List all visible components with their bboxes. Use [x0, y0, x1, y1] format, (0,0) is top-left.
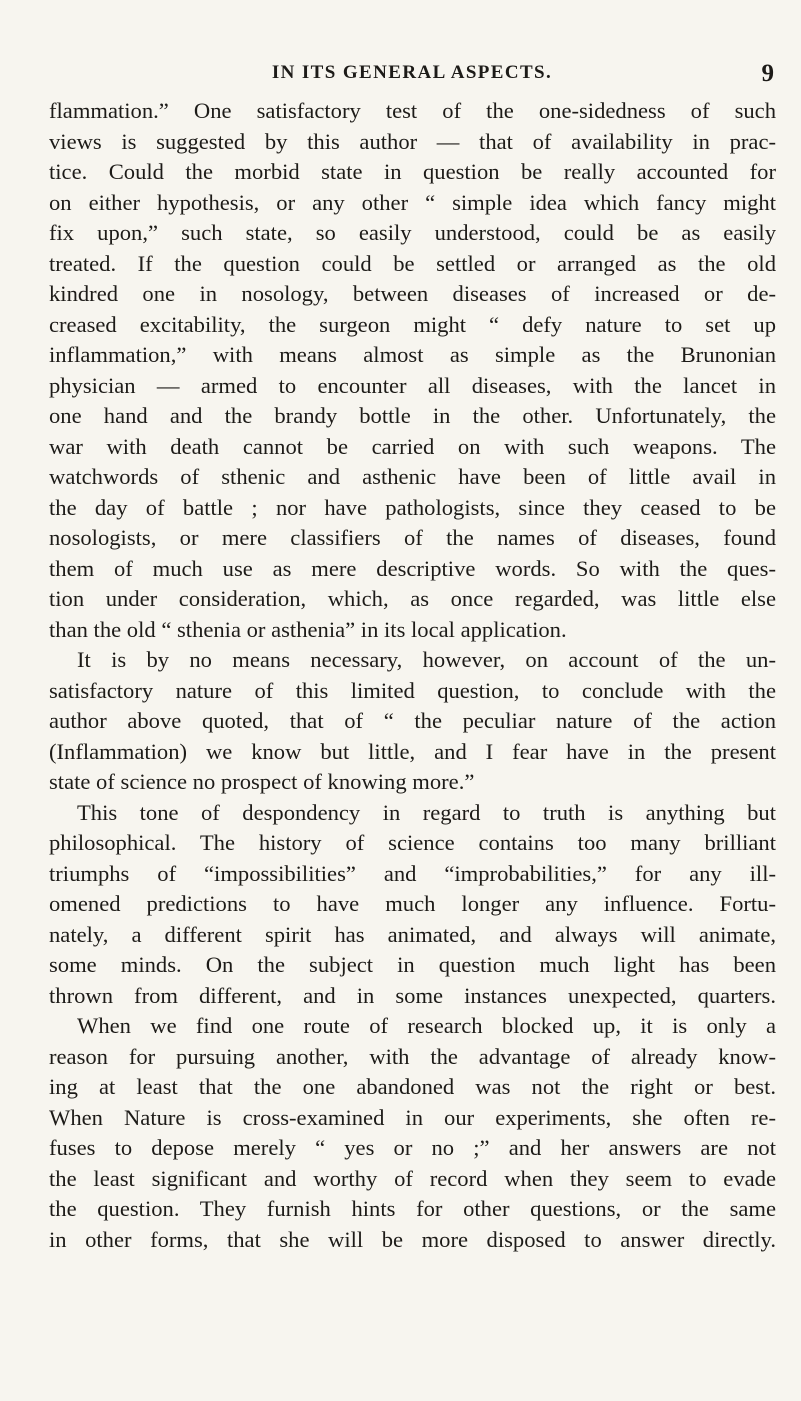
text-line: on either hypothesis, or any other “ simple idea which fancy might [49, 189, 776, 215]
text-line: tice. Could the morbid state in question be really accounted for [49, 159, 776, 184]
text-line: treated. If the question could be settled or arranged as the old [49, 250, 776, 276]
text-line: reason for pursuing another, with the advantage of already know- [49, 1043, 776, 1069]
text-line: (Inflammation) we know but little, and I fear have in the present [49, 738, 776, 764]
text-line: nately, a different spirit has animated, and always will animate, [49, 921, 776, 947]
page-number: 9 [761, 60, 774, 87]
text-line: some minds. On the subject in question much light has been [49, 952, 776, 977]
text-line: state of science no prospect of knowing more.” [49, 769, 475, 794]
body-text [49, 96, 776, 1255]
text-line: When we find one route of research blocked up, it is only a [77, 1013, 776, 1038]
text-line: philosophical. The history of science contains too many brilliant [49, 830, 776, 855]
text-line: creased excitability, the surgeon might “ defy nature to set up [49, 311, 776, 337]
text-line: ing at least that the one abandoned was not the right or best. [49, 1074, 776, 1099]
text-line: them of much use as mere descriptive words. So with the ques- [49, 555, 776, 581]
text-line: It is by no means necessary, however, on account of the un- [77, 647, 776, 672]
running-head [50, 60, 774, 90]
text-line: This tone of despondency in regard to truth is anything but [77, 799, 776, 825]
text-line: the day of battle ; nor have pathologists, since they ceased to be [49, 494, 776, 520]
text-line: one hand and the brandy bottle in the other. Unfortunately, the [49, 403, 776, 428]
text-line: kindred one in nosology, between diseases of increased or de- [49, 281, 776, 306]
text-line: flammation.” One satisfactory test of the one-sidedness of such [49, 98, 776, 123]
text-line: views is suggested by this author — that of availability in prac- [49, 128, 776, 154]
text-line: than the old “ sthenia or asthenia” in its local application. [49, 616, 567, 642]
text-line: the least significant and worthy of record when they seem to evade [49, 1165, 776, 1191]
text-line: in other forms, that she will be more disposed to answer directly. [49, 1226, 776, 1252]
text-line: war with death cannot be carried on with such weapons. The [49, 433, 776, 459]
text-line: satisfactory nature of this limited question, to conclude with the [49, 677, 776, 703]
text-line: fuses to depose merely “ yes or no ;” and her answers are not [49, 1135, 776, 1160]
text-line: physician — armed to encounter all diseases, with the lancet in [49, 372, 776, 398]
running-title: IN ITS GENERAL ASPECTS. [271, 62, 553, 83]
text-line: omened predictions to have much longer any influence. Fortu- [49, 891, 776, 916]
text-line: When Nature is cross-examined in our experiments, she often re- [49, 1104, 776, 1130]
text-line: author above quoted, that of “ the peculiar nature of the action [49, 708, 776, 733]
text-line: watchwords of sthenic and asthenic have been of little avail in [49, 464, 776, 489]
text-line: tion under consideration, which, as once regarded, was little else [49, 586, 776, 611]
text-line: the question. They furnish hints for other questions, or the same [49, 1196, 776, 1221]
text-line: fix upon,” such state, so easily understood, could be as easily [49, 220, 776, 245]
text-line: thrown from different, and in some instances unexpected, quarters. [49, 982, 776, 1008]
text-line: nosologists, or mere classifiers of the names of diseases, found [49, 525, 776, 550]
text-line: triumphs of “impossibilities” and “improbabilities,” for any ill- [49, 860, 776, 886]
text-line: inflammation,” with means almost as simple as the Brunonian [49, 342, 776, 367]
